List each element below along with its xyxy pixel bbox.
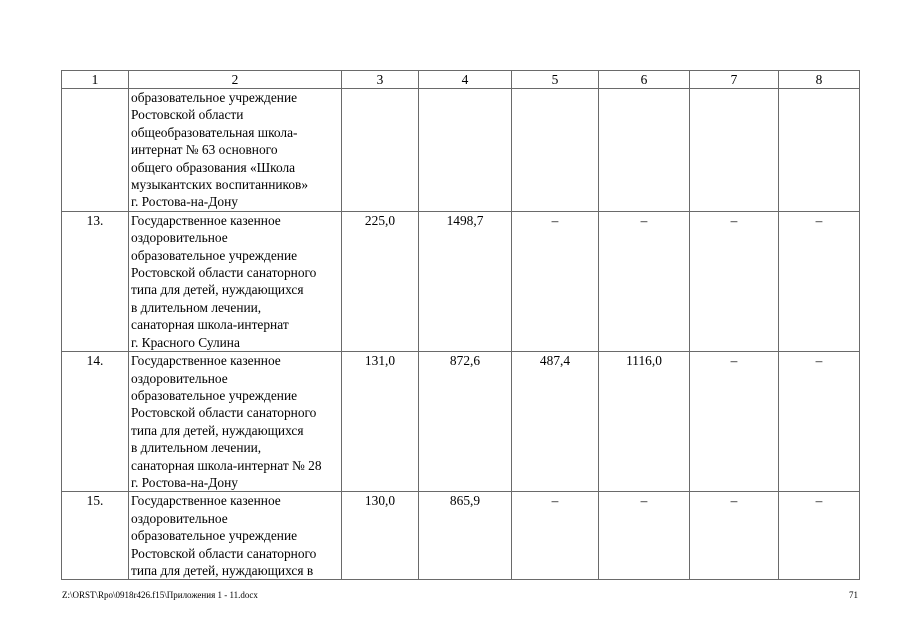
name-line: типа для детей, нуждающихся bbox=[131, 282, 304, 298]
data-table bbox=[61, 70, 860, 580]
header-cell-7: 7 bbox=[690, 71, 779, 89]
name-line: г. Ростова-на-Дону bbox=[131, 474, 238, 490]
name-line: интернат № 63 основного bbox=[131, 142, 278, 158]
table-row bbox=[62, 211, 860, 351]
cell-col-8: – bbox=[779, 352, 860, 492]
cell-col-4 bbox=[419, 89, 512, 212]
cell-col-6: – bbox=[599, 211, 690, 351]
name-line: общего образования «Школа bbox=[131, 159, 296, 175]
cell-col-4: 865,9 bbox=[419, 492, 512, 580]
table-row bbox=[62, 492, 860, 580]
institution-name bbox=[129, 211, 342, 351]
header-cell-6: 6 bbox=[599, 71, 690, 89]
header-cell-5: 5 bbox=[512, 71, 599, 89]
header-cell-8: 8 bbox=[779, 71, 860, 89]
header-cell-4: 4 bbox=[419, 71, 512, 89]
cell-col-7: – bbox=[690, 492, 779, 580]
name-line: оздоровительное bbox=[131, 230, 228, 246]
cell-col-7 bbox=[690, 89, 779, 212]
row-number bbox=[62, 89, 129, 212]
cell-col-8 bbox=[779, 89, 860, 212]
name-line: образовательное учреждение bbox=[131, 90, 298, 105]
header-cell-3: 3 bbox=[342, 71, 419, 89]
table-header-row bbox=[62, 71, 860, 89]
name-line: оздоровительное bbox=[131, 510, 228, 526]
name-line: в длительном лечении, bbox=[131, 440, 262, 456]
institution-name bbox=[129, 352, 342, 492]
name-line: г. Красного Сулина bbox=[131, 334, 240, 350]
footer-file-path: Z:\ORST\Rpo\0918r426.f15\Приложения 1 - 11.docx bbox=[62, 590, 258, 600]
name-line: Государственное казенное bbox=[131, 212, 281, 228]
header-cell-1: 1 bbox=[62, 71, 129, 89]
cell-col-3: 130,0 bbox=[342, 492, 419, 580]
name-line: типа для детей, нуждающихся bbox=[131, 422, 304, 438]
row-number: 15. bbox=[62, 492, 129, 580]
name-line: музыкантских воспитанников» bbox=[131, 177, 309, 193]
cell-col-7: – bbox=[690, 352, 779, 492]
name-line: образовательное учреждение bbox=[131, 247, 298, 263]
cell-col-3 bbox=[342, 89, 419, 212]
name-line: санаторная школа-интернат bbox=[131, 317, 289, 333]
name-line: Ростовской области санаторного bbox=[131, 405, 317, 421]
name-line: Государственное казенное bbox=[131, 493, 281, 509]
name-line: санаторная школа-интернат № 28 bbox=[131, 457, 322, 473]
name-line: Ростовской области санаторного bbox=[131, 265, 317, 281]
name-line: образовательное учреждение bbox=[131, 387, 298, 403]
name-line: Ростовской области санаторного bbox=[131, 545, 317, 561]
page-number: 71 bbox=[849, 590, 858, 600]
institution-name bbox=[129, 492, 342, 580]
cell-col-3: 225,0 bbox=[342, 211, 419, 351]
table-row bbox=[62, 352, 860, 492]
cell-col-6: – bbox=[599, 492, 690, 580]
cell-col-4: 1498,7 bbox=[419, 211, 512, 351]
row-number: 14. bbox=[62, 352, 129, 492]
name-line: оздоровительное bbox=[131, 370, 228, 386]
table-row bbox=[62, 89, 860, 212]
name-line: общеобразовательная школа- bbox=[131, 124, 298, 140]
cell-col-6 bbox=[599, 89, 690, 212]
name-line: г. Ростова-на-Дону bbox=[131, 194, 238, 210]
cell-col-5: 487,4 bbox=[512, 352, 599, 492]
cell-col-6: 1116,0 bbox=[599, 352, 690, 492]
name-line: в длительном лечении, bbox=[131, 299, 262, 315]
name-line: типа для детей, нуждающихся в bbox=[131, 562, 314, 578]
cell-col-5: – bbox=[512, 492, 599, 580]
cell-col-3: 131,0 bbox=[342, 352, 419, 492]
name-line: Государственное казенное bbox=[131, 353, 281, 369]
cell-col-5 bbox=[512, 89, 599, 212]
cell-col-5: – bbox=[512, 211, 599, 351]
cell-col-4: 872,6 bbox=[419, 352, 512, 492]
row-number: 13. bbox=[62, 211, 129, 351]
institution-name bbox=[129, 89, 342, 212]
name-line: образовательное учреждение bbox=[131, 528, 298, 544]
cell-col-8: – bbox=[779, 492, 860, 580]
name-line: Ростовской области bbox=[131, 107, 244, 123]
header-cell-2: 2 bbox=[129, 71, 342, 89]
cell-col-8: – bbox=[779, 211, 860, 351]
cell-col-7: – bbox=[690, 211, 779, 351]
